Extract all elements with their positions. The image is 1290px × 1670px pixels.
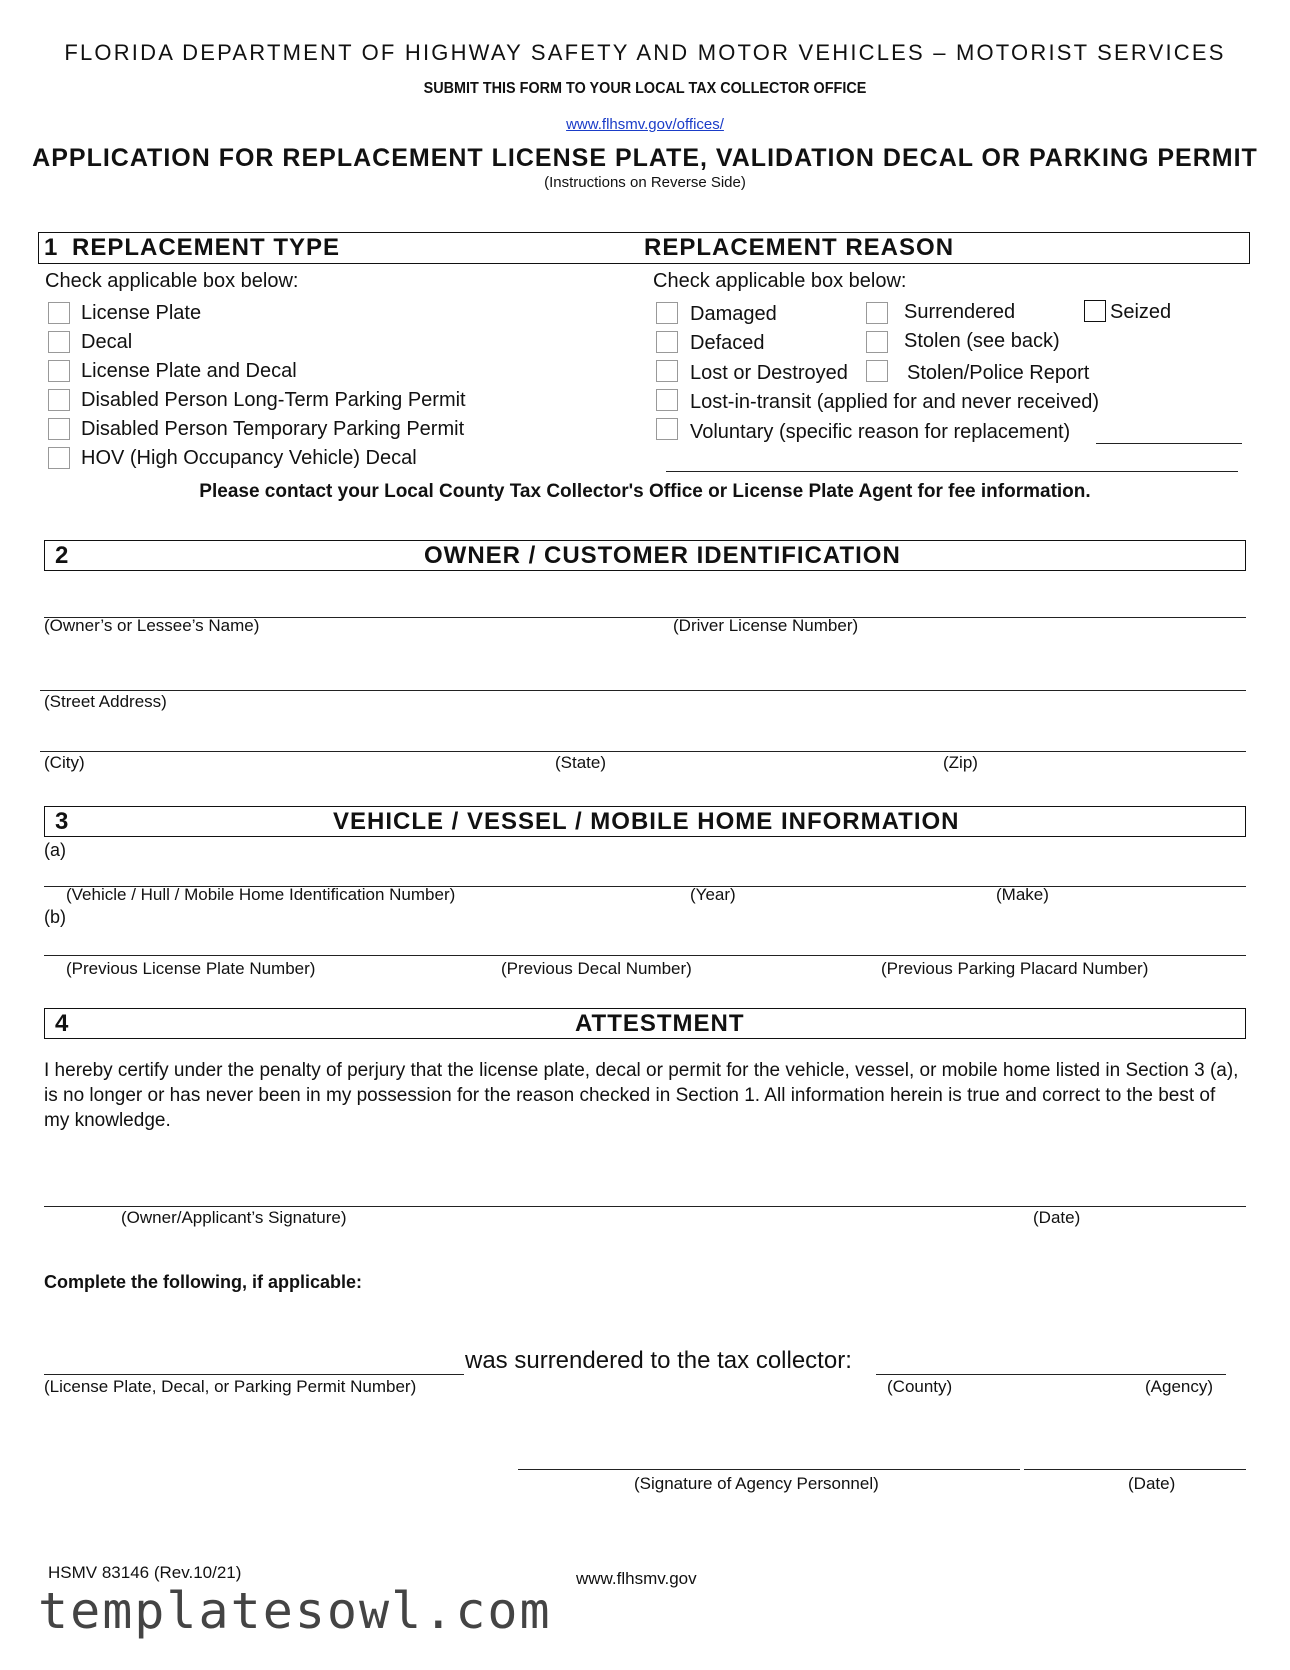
agency-signature-line[interactable] (518, 1469, 1020, 1470)
part-a-label: (a) (44, 840, 66, 860)
surrendered-label: Surrendered (904, 301, 1016, 323)
agency-date-label: (Date) (1128, 1474, 1176, 1493)
defaced-checkbox[interactable] (656, 331, 678, 353)
vin-label: (Vehicle / Hull / Mobile Home Identification Number) (66, 885, 456, 904)
prev-decal-label: (Previous Decal Number) (501, 959, 692, 978)
attestment-statement: I hereby certify under the penalty of perjury that the license plate, decal or permit for the vehicle, vessel, or mobile home listed in Section 3 (a), is no longer or has never been in my possession for the reason checked in Section 1. All information herein is true and correct to the best of my knowledge. (44, 1060, 1239, 1131)
lost-destroyed-label: Lost or Destroyed (690, 362, 848, 384)
temporary-permit-checkbox[interactable] (48, 418, 70, 440)
stolen-checkbox[interactable] (866, 331, 888, 353)
hov-decal-checkbox[interactable] (48, 447, 70, 469)
decal-label: Decal (81, 331, 133, 353)
make-label: (Make) (996, 885, 1049, 904)
replacement-reason-title: REPLACEMENT REASON (644, 234, 955, 261)
reason-instruction: Check applicable box below: (653, 270, 907, 292)
year-label: (Year) (690, 885, 736, 904)
section2-number: 2 (55, 542, 69, 569)
surrendered-checkbox[interactable] (866, 302, 888, 324)
part-b-label: (b) (44, 907, 66, 927)
prev-placard-label: (Previous Parking Placard Number) (881, 959, 1149, 978)
section3-title: VEHICLE / VESSEL / MOBILE HOME INFORMATION (333, 808, 960, 835)
driver-license-label: (Driver License Number) (673, 616, 859, 635)
zip-label: (Zip) (943, 753, 978, 772)
city-line[interactable] (40, 751, 1246, 752)
damaged-label: Damaged (690, 303, 777, 325)
previous-numbers-line[interactable] (44, 955, 1246, 956)
replacement-type-title: REPLACEMENT TYPE (72, 234, 341, 261)
surrendered-text: was surrendered to the tax collector: (465, 1347, 852, 1374)
voluntary-label: Voluntary (specific reason for replacement) (690, 421, 1071, 443)
agency-label: (Agency) (1145, 1377, 1214, 1396)
damaged-checkbox[interactable] (656, 302, 678, 324)
stolen-police-report-checkbox[interactable] (866, 360, 888, 382)
stolen-police-report-label: Stolen/Police Report (907, 362, 1090, 384)
section1-number: 1 (44, 234, 58, 261)
long-term-permit-label: Disabled Person Long-Term Parking Permit (81, 389, 466, 411)
section2-title: OWNER / CUSTOMER IDENTIFICATION (424, 542, 901, 569)
plate-and-decal-label: License Plate and Decal (81, 360, 297, 382)
license-plate-label: License Plate (81, 302, 202, 324)
hov-decal-label: HOV (High Occupancy Vehicle) Decal (81, 447, 417, 469)
plate-number-line[interactable] (44, 1374, 464, 1375)
fee-note: Please contact your Local County Tax Collector's Office or License Plate Agent for fee information. (199, 481, 1091, 502)
lost-destroyed-checkbox[interactable] (656, 360, 678, 382)
seized-label: Seized (1110, 301, 1172, 323)
submit-instruction: SUBMIT THIS FORM TO YOUR LOCAL TAX COLLECTOR OFFICE (423, 80, 867, 97)
agency-signature-label: (Signature of Agency Personnel) (634, 1474, 879, 1493)
watermark: templatesowl.com (38, 1582, 552, 1640)
voluntary-reason-line[interactable] (1096, 443, 1242, 444)
form-title: APPLICATION FOR REPLACEMENT LICENSE PLATE, VALIDATION DECAL OR PARKING PERMIT (32, 144, 1258, 172)
prev-plate-label: (Previous License Plate Number) (66, 959, 316, 978)
section4-number: 4 (55, 1010, 69, 1037)
street-label: (Street Address) (44, 692, 167, 711)
owner-signature-label: (Owner/Applicant’s Signature) (121, 1208, 347, 1227)
license-plate-checkbox[interactable] (48, 302, 70, 324)
temporary-permit-label: Disabled Person Temporary Parking Permit (81, 418, 465, 440)
section3-number: 3 (55, 808, 69, 835)
agency-date-line[interactable] (1024, 1469, 1246, 1470)
form-number: HSMV 83146 (Rev.10/21) (48, 1563, 242, 1582)
stolen-label: Stolen (see back) (904, 330, 1060, 352)
state-label: (State) (555, 753, 607, 772)
lost-in-transit-checkbox[interactable] (656, 389, 678, 411)
decal-checkbox[interactable] (48, 331, 70, 353)
defaced-label: Defaced (690, 332, 765, 354)
voluntary-checkbox[interactable] (656, 418, 678, 440)
city-label: (City) (44, 753, 85, 772)
agency-header: FLORIDA DEPARTMENT OF HIGHWAY SAFETY AND MOTOR VEHICLES – MOTORIST SERVICES (64, 40, 1226, 65)
lost-in-transit-label: Lost-in-transit (applied for and never received) (690, 391, 1100, 413)
offices-link[interactable]: www.flhsmv.gov/offices/ (566, 116, 724, 133)
form-subtitle: (Instructions on Reverse Side) (544, 174, 746, 191)
county-agency-line[interactable] (876, 1374, 1226, 1375)
street-line[interactable] (40, 690, 1246, 691)
section4-title: ATTESTMENT (575, 1010, 745, 1037)
long-term-permit-checkbox[interactable] (48, 389, 70, 411)
voluntary-reason-line-2[interactable] (666, 471, 1238, 472)
plate-number-label: (License Plate, Decal, or Parking Permit Number) (44, 1377, 417, 1396)
county-label: (County) (887, 1377, 953, 1396)
footer-website[interactable]: www.flhsmv.gov (576, 1569, 697, 1588)
complete-if-applicable: Complete the following, if applicable: (44, 1272, 363, 1292)
owner-signature-line[interactable] (44, 1206, 1246, 1207)
type-instruction: Check applicable box below: (45, 270, 299, 292)
owner-name-label: (Owner’s or Lessee’s Name) (44, 616, 260, 635)
plate-and-decal-checkbox[interactable] (48, 360, 70, 382)
owner-date-label: (Date) (1033, 1208, 1081, 1227)
seized-checkbox[interactable] (1084, 300, 1106, 322)
